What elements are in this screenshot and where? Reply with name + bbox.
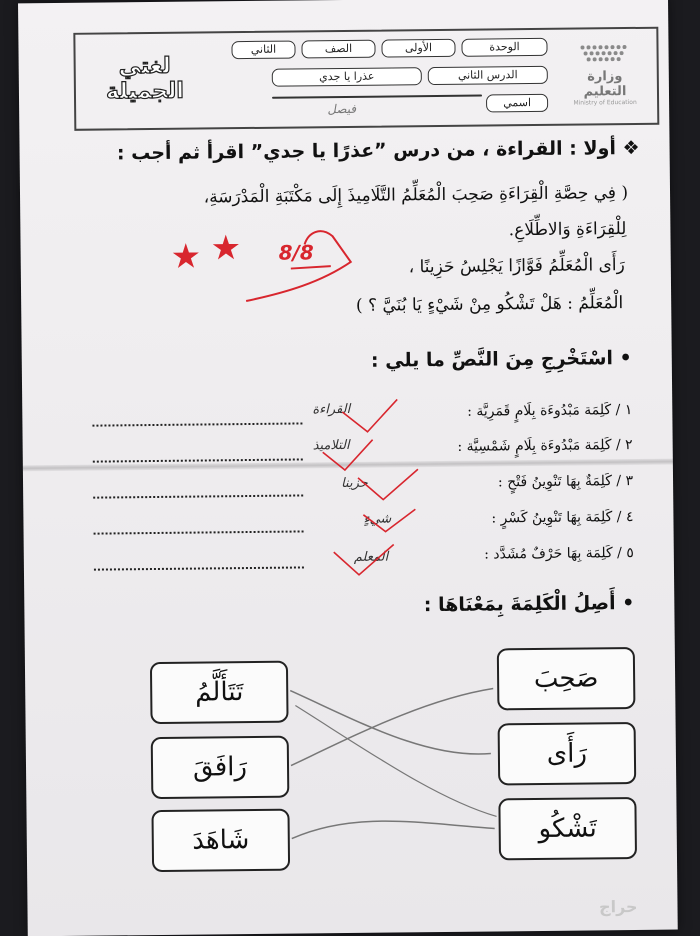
ink-annotations	[18, 0, 678, 936]
grade-mark: 8/8	[278, 240, 314, 265]
red-star-icon: ★	[170, 236, 202, 277]
extract-item-4: ٤ / كَلِمَة بِهَا تَنْوِينُ كَسْرٍ :	[491, 508, 634, 527]
extract-item-1: ١ / كَلِمَة مَبْدُوءَة بِلَامٍ قَمَرِيَّة :	[467, 401, 633, 420]
check-mark-icon	[323, 440, 373, 471]
ministry-name: وزارة التعليم	[583, 69, 627, 100]
watermark: حراج	[598, 896, 638, 917]
red-star-icon: ★	[210, 228, 242, 269]
word-box-left-1: تَتَأَلَّمُ	[150, 661, 289, 724]
match-line	[292, 820, 495, 839]
worksheet-paper	[18, 0, 678, 936]
extract-item-3: ٣ / كَلِمَةٌ بِهَا تَنْوِينُ فَتْحٍ :	[497, 472, 634, 491]
check-mark-icon	[358, 469, 418, 500]
grade-fraction-line	[291, 266, 331, 268]
grade-value-box: الثاني	[231, 41, 295, 60]
passage-line-2: لِلْقِرَاءَةِ وَالاطِّلَاعِ.	[508, 219, 627, 241]
name-label-box: اسمي	[486, 94, 548, 113]
grade-swoosh	[245, 231, 351, 301]
section1-heading: ❖ أولا : القراءة ، من درس ”عذرًا يا جدي” اقرأ ثم أجب :	[116, 136, 640, 165]
match-line	[290, 688, 491, 756]
passage-line-3: رَأَى الْمُعَلِّمُ فَوَّازًا يَجْلِسُ حَزِينًا ،	[408, 255, 625, 278]
word-box-left-2: رَافَقَ	[151, 736, 290, 799]
extract-answer-1: القراءة	[312, 401, 351, 418]
ministry-subtitle: Ministry of Education	[573, 98, 637, 107]
unit-label-box: الوحدة	[461, 38, 547, 57]
lesson-label-box: الدرس الثاني	[428, 66, 548, 85]
match-line	[295, 703, 496, 818]
extract-answer-2: التلاميذ	[312, 437, 350, 454]
check-mark-icon	[342, 399, 397, 432]
subject-title: لغتي الجميلة	[105, 53, 184, 105]
passage-line-1: ( فِي حِصَّةِ الْقِرَاءَةِ صَحِبَ الْمُعَلِّمُ التَّلَامِيذَ إِلَى مَكْتَبَةِ الْمَدْرَسَةِ،	[203, 183, 629, 208]
grade-label-box: الصف	[301, 40, 375, 59]
word-box-left-3: شَاهَدَ	[151, 809, 290, 872]
passage-line-4: الْمُعَلِّمُ : هَلْ تَشْكُو مِنْ شَيْءٍ يَا بُنَيَّ ؟ )	[355, 293, 624, 316]
check-mark-icon	[363, 509, 415, 532]
lesson-name-box: عذرا يا جدي	[272, 67, 422, 87]
extract-answer-5: المعلم	[353, 549, 389, 565]
check-mark-icon	[334, 544, 394, 575]
word-box-right-1: صَحِبَ	[497, 647, 636, 710]
section3-heading: • أَصِلُ الْكَلِمَةَ بِمَعْنَاهَا :	[423, 591, 635, 617]
section2-heading: • اسْتَخْرِجِ مِنَ النَّصِّ ما يلي :	[370, 346, 632, 372]
extract-answer-3: حزينا	[340, 475, 368, 492]
word-box-right-3: تَشْكُو	[498, 797, 637, 860]
extract-item-2: ٢ / كَلِمَة مَبْدُوءَة بِلَامٍ شَمْسِيَّة :	[457, 436, 633, 455]
unit-value-box: الأولى	[381, 39, 455, 58]
extract-answer-4: شيءٍ	[363, 511, 392, 527]
student-name: فيصل	[326, 101, 359, 117]
extract-item-5: ٥ / كَلِمَة بِهَا حَرْفٌ مُشَدَّد :	[484, 544, 634, 563]
word-box-right-2: رَأَى	[498, 722, 637, 785]
